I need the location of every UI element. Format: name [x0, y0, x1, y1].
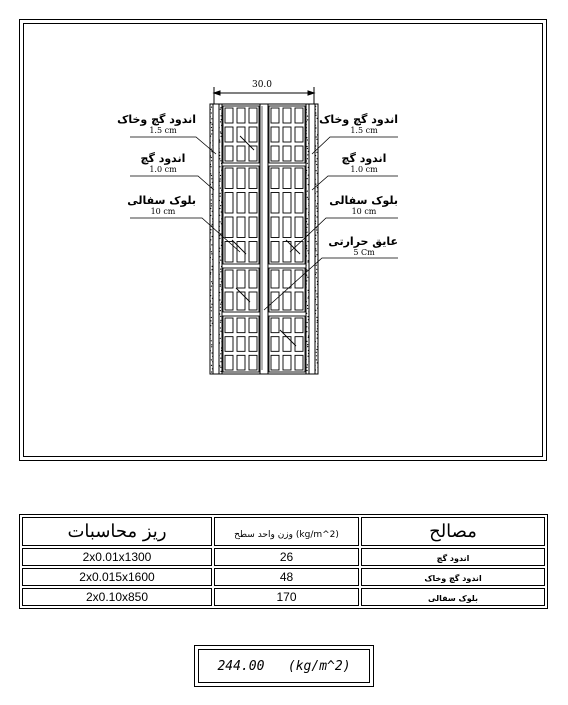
total-unit: (kg/m^2) [287, 658, 351, 674]
label-left-clay-block: بلوک سفالی 10 cm [127, 194, 196, 216]
cell-material: اندود گچ وخاک [361, 568, 545, 586]
header-weight: وزن واحد سطح (kg/m^2) [214, 517, 359, 546]
label-right-clay-block: بلوک سفالی 10 cm [329, 194, 398, 216]
label-left-plaster: اندود گچ 1.0 cm [140, 152, 186, 174]
total-value: 244.00 [217, 658, 265, 674]
label-right-insulation: عایق حرارتی 5 Cm [328, 235, 398, 257]
header-calc: ریز محاسبات [22, 517, 212, 546]
cell-calc: 2x0.10x850 [22, 588, 212, 606]
table-row [22, 588, 545, 606]
header-material: مصالح [361, 517, 545, 546]
table-row [22, 568, 545, 586]
cell-weight: 170 [214, 588, 359, 606]
cell-material: بلوک سفالی [361, 588, 545, 606]
wall-layers [210, 104, 318, 374]
calculation-table [19, 514, 548, 609]
label-right-plaster: اندود گچ 1.0 cm [341, 152, 387, 174]
table-row [22, 548, 545, 566]
label-right-plaster-soil: اندود گچ وخاک 1.5 cm [319, 113, 398, 135]
cell-calc: 2x0.01x1300 [22, 548, 212, 566]
dimension-label: 30.0 [251, 80, 273, 90]
clay-blocks [223, 106, 305, 372]
label-left-plaster-soil: اندود گچ وخاک 1.5 cm [117, 113, 196, 135]
total-box [194, 645, 374, 687]
cell-material: اندود گچ [361, 548, 545, 566]
cell-weight: 26 [214, 548, 359, 566]
cell-weight: 48 [214, 568, 359, 586]
table-header-row [22, 517, 545, 546]
cell-calc: 2x0.015x1600 [22, 568, 212, 586]
